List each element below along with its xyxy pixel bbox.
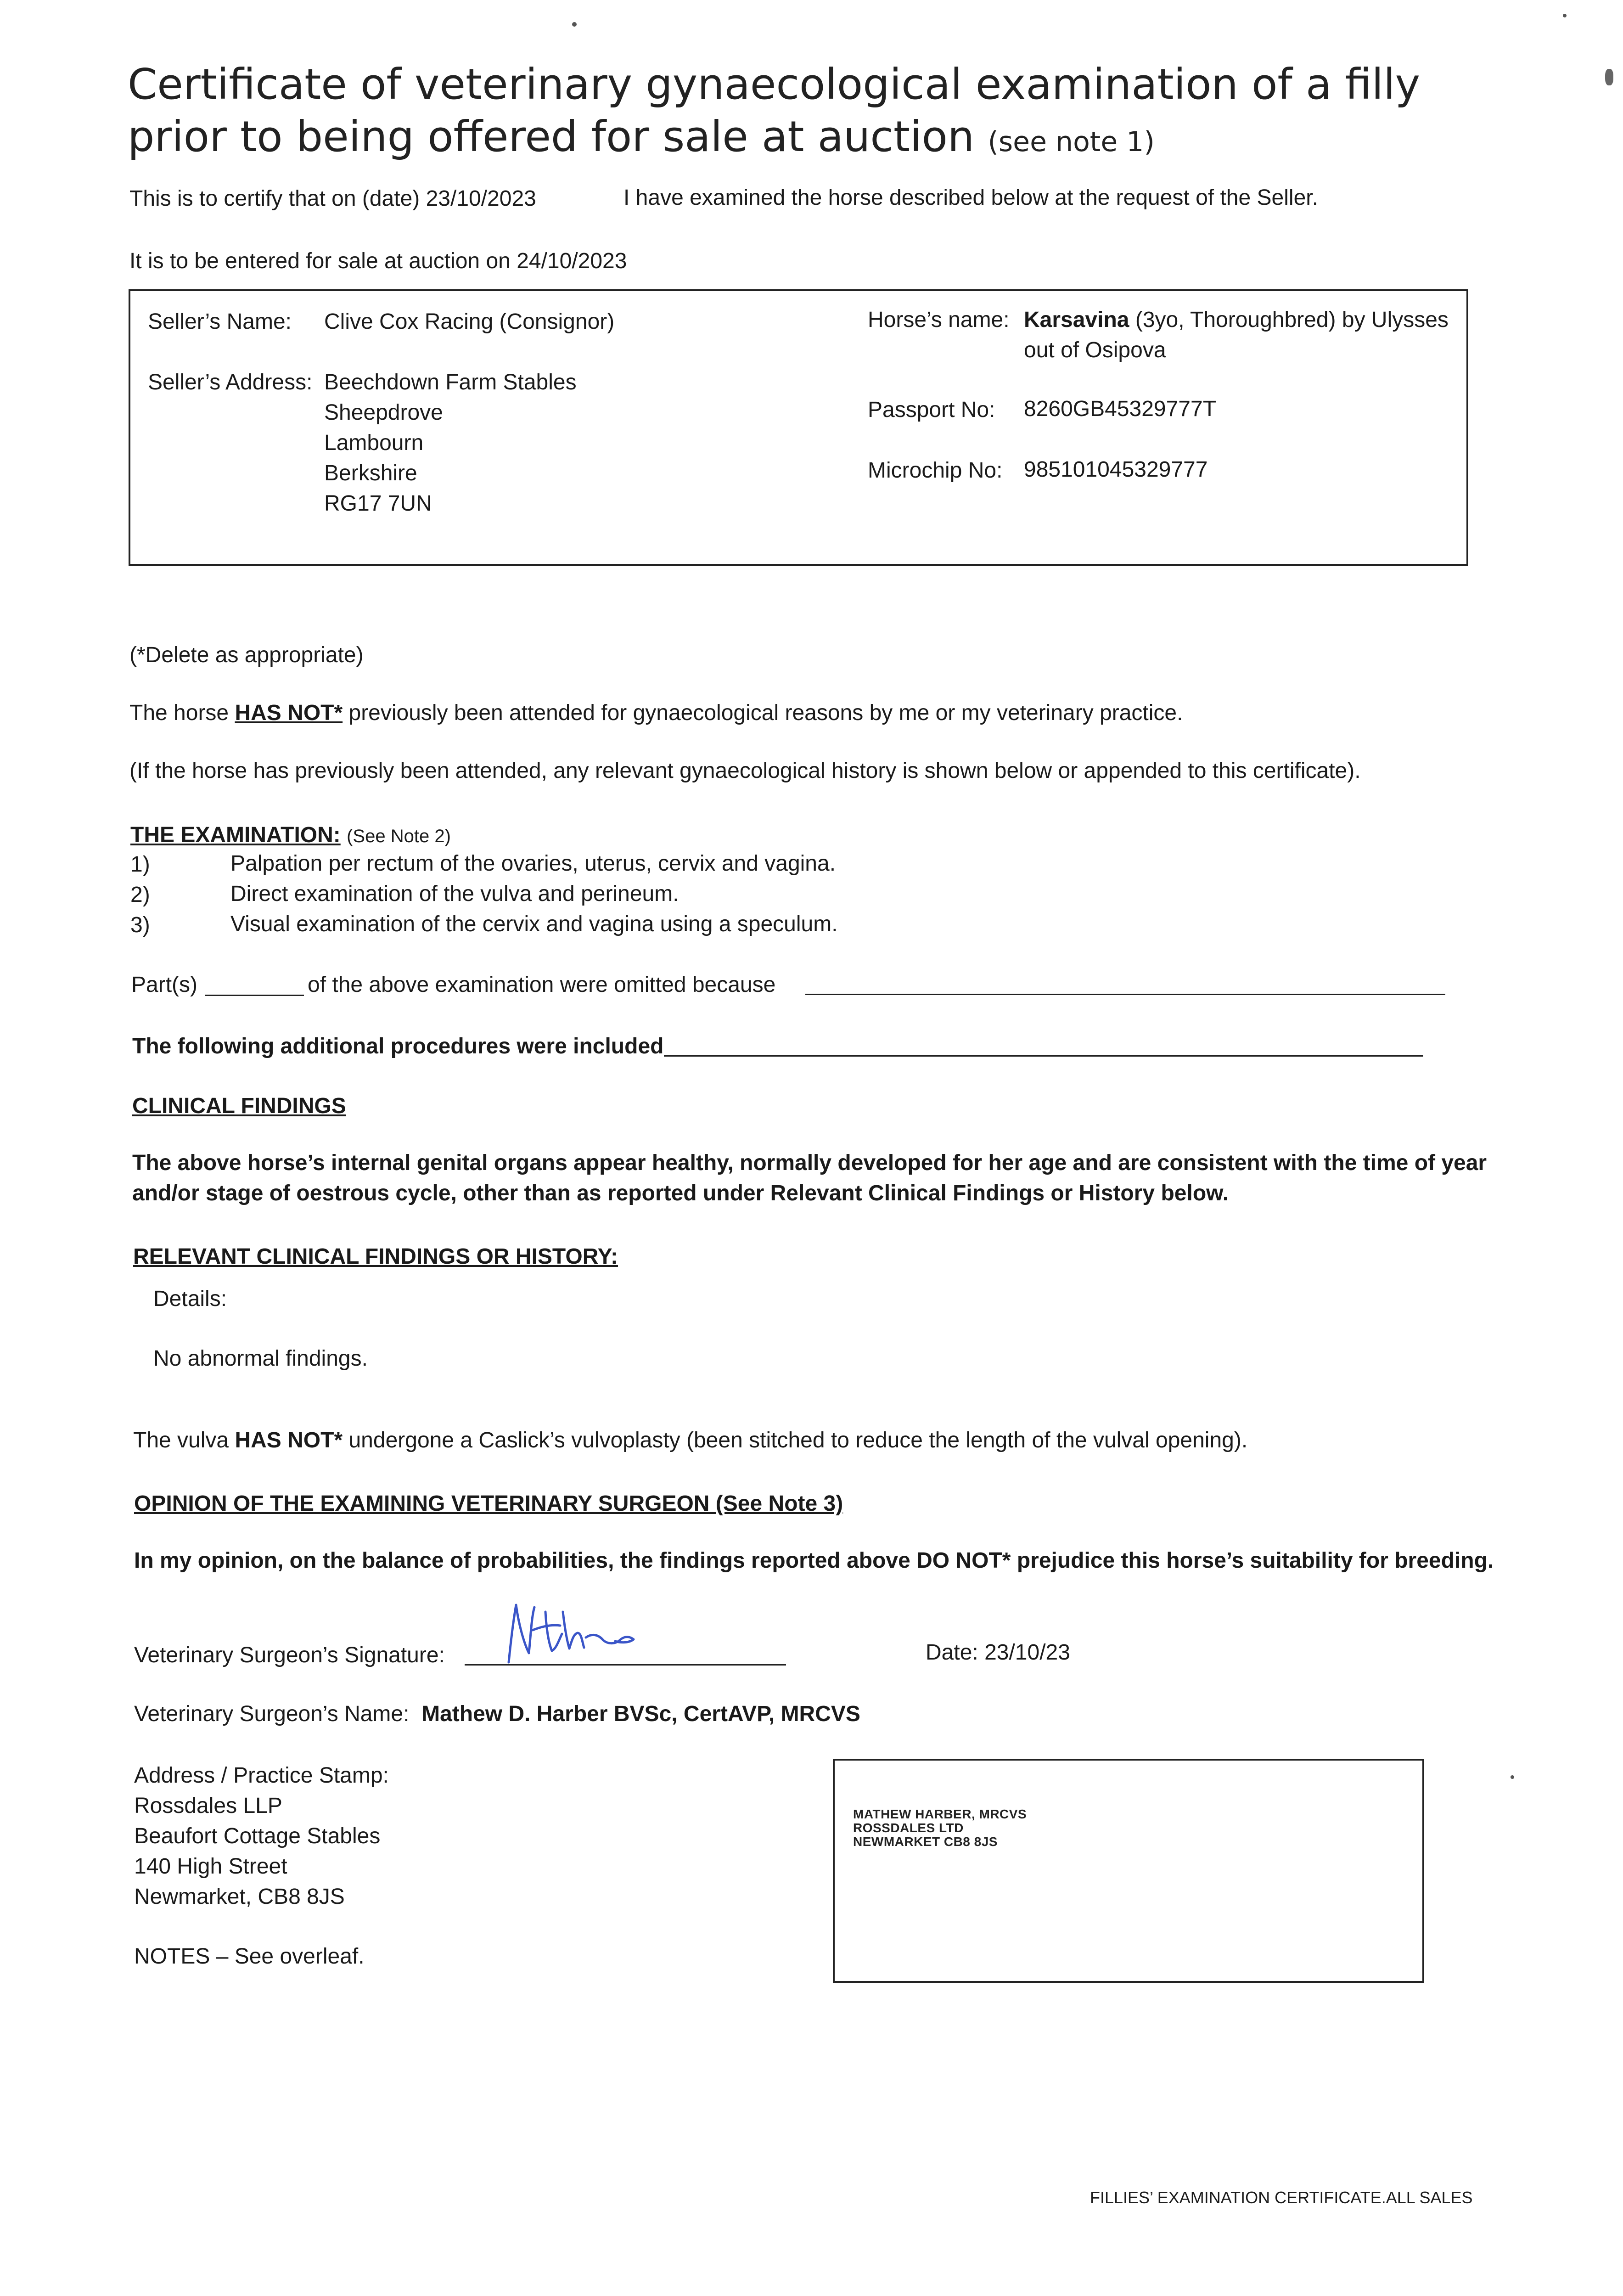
- passport-label: Passport No:: [868, 398, 995, 422]
- practice-line: Newmarket, CB8 8JS: [134, 1885, 345, 1909]
- attended-line: [129, 698, 1183, 728]
- scan-speck: [1605, 69, 1613, 85]
- stamp-line: MATHEW HARBER, MRCVS: [853, 1807, 1027, 1821]
- attended-prefix: The horse: [129, 701, 229, 725]
- examination-heading: THE EXAMINATION:: [130, 823, 341, 847]
- opinion-text: In my opinion, on the balance of probabilities, the findings reported above DO NOT* prejudice this horse’s suitability for breeding.: [134, 1548, 1494, 1573]
- details-text: No abnormal findings.: [153, 1346, 368, 1371]
- clinical-findings-heading: CLINICAL FINDINGS: [132, 1094, 346, 1118]
- scan-speck: [1511, 1775, 1514, 1779]
- horse-name-label: Horse’s name:: [868, 308, 1010, 332]
- stamp-line: NEWMARKET CB8 8JS: [853, 1835, 998, 1849]
- auction-line: [129, 246, 627, 276]
- certify-line: [129, 184, 536, 214]
- omitted-parts-field: [205, 995, 304, 996]
- notes-overleaf: NOTES – See overleaf.: [134, 1944, 365, 1969]
- exam-item-text: Direct examination of the vulva and perineum.: [230, 882, 679, 906]
- signature-date-label: Date:: [926, 1640, 978, 1665]
- seller-address-line: RG17 7UN: [324, 491, 432, 516]
- examination-note: (See Note 2): [347, 826, 451, 846]
- relevant-findings-heading: RELEVANT CLINICAL FINDINGS OR HISTORY:: [133, 1244, 618, 1269]
- scan-speck: [572, 22, 577, 27]
- auction-date: 24/10/2023: [517, 249, 627, 273]
- examination-heading-line: [130, 820, 451, 851]
- certify-date: 23/10/2023: [426, 186, 536, 211]
- seller-address-line: Sheepdrove: [324, 400, 443, 425]
- footer-label: FILLIES’ EXAMINATION CERTIFICATE.ALL SALES: [1090, 2188, 1473, 2207]
- attended-note: (If the horse has previously been attended, any relevant gynaecological history is shown below or appended to this certificate).: [129, 759, 1361, 783]
- seller-name-label: Seller’s Name:: [148, 310, 292, 334]
- seller-address-line: Lambourn: [324, 431, 424, 455]
- microchip-label: Microchip No:: [868, 458, 1003, 483]
- vulva-suffix: undergone a Caslick’s vulvoplasty (been stitched to reduce the length of the vulval opening).: [348, 1428, 1248, 1452]
- passport-number: 8260GB45329777T: [1024, 397, 1217, 421]
- surgeon-name-line: [134, 1699, 860, 1729]
- horse-desc: (3yo, Thoroughbred) by Ulysses: [1135, 308, 1449, 332]
- exam-item-text: Palpation per rectum of the ovaries, uterus, cervix and vagina.: [230, 851, 836, 876]
- seller-address-line: Beechdown Farm Stables: [324, 370, 577, 394]
- practice-line: Rossdales LLP: [134, 1794, 282, 1818]
- title-line1: Certificate of veterinary gynaecological examination of a filly: [128, 60, 1421, 109]
- practice-stamp-box: [833, 1759, 1424, 1983]
- additional-procedures-label: The following additional procedures were included: [132, 1034, 664, 1058]
- vulva-status: HAS NOT*: [235, 1428, 343, 1452]
- title-line2-text: prior to being offered for sale at auction: [128, 112, 975, 161]
- vulva-line: [133, 1425, 1247, 1456]
- attended-suffix: previously been attended for gynaecological reasons by me or my veterinary practice.: [348, 701, 1183, 725]
- microchip-number: 985101045329777: [1024, 457, 1208, 482]
- horse-name: Karsavina: [1024, 308, 1129, 332]
- signature-date-line: [926, 1638, 1070, 1668]
- title-note: (see note 1): [988, 126, 1155, 158]
- horse-name-line: [1024, 305, 1449, 335]
- exam-item-num: 3): [130, 913, 150, 937]
- signature-label: Veterinary Surgeon’s Signature:: [134, 1643, 445, 1667]
- opinion-heading: OPINION OF THE EXAMINING VETERINARY SURGEON (See Note 3): [134, 1491, 843, 1516]
- seller-address-label: Seller’s Address:: [148, 370, 313, 394]
- horse-desc2: out of Osipova: [1024, 338, 1166, 362]
- practice-label: Address / Practice Stamp:: [134, 1763, 389, 1788]
- auction-prefix: It is to be entered for sale at auction on: [129, 249, 511, 273]
- practice-line: 140 High Street: [134, 1854, 287, 1879]
- exam-item-num: 1): [130, 852, 150, 877]
- clinical-findings-text1: The above horse’s internal genital organs appear healthy, normally developed for her age and are consistent with the time of year: [132, 1151, 1487, 1175]
- handwritten-signature: [500, 1593, 638, 1671]
- vulva-prefix: The vulva: [133, 1428, 229, 1452]
- scan-speck: [1563, 14, 1567, 17]
- exam-item-text: Visual examination of the cervix and vagina using a speculum.: [230, 912, 838, 936]
- seller-name: Clive Cox Racing (Consignor): [324, 310, 615, 334]
- clinical-findings-text2: and/or stage of oestrous cycle, other than as reported under Relevant Clinical Findings or History below.: [132, 1181, 1229, 1205]
- exam-item-num: 2): [130, 883, 150, 907]
- signature-date: 23/10/23: [984, 1640, 1070, 1665]
- attended-status: HAS NOT*: [235, 701, 343, 725]
- certify-prefix: This is to certify that on (date): [129, 186, 420, 211]
- omitted-reason-field: [805, 994, 1445, 995]
- surgeon-name: Mathew D. Harber BVSc, CertAVP, MRCVS: [421, 1702, 860, 1726]
- certify-request: I have examined the horse described below at the request of the Seller.: [623, 186, 1318, 210]
- stamp-line: ROSSDALES LTD: [853, 1821, 964, 1835]
- seller-address-line: Berkshire: [324, 461, 417, 485]
- omitted-prefix: Part(s): [131, 973, 197, 997]
- delete-note: (*Delete as appropriate): [129, 643, 364, 667]
- title-line2: [128, 111, 1155, 168]
- practice-line: Beaufort Cottage Stables: [134, 1824, 381, 1848]
- surgeon-name-label: Veterinary Surgeon’s Name:: [134, 1702, 410, 1726]
- details-label: Details:: [153, 1287, 227, 1311]
- additional-procedures-field: [664, 1055, 1423, 1057]
- omitted-suffix: of the above examination were omitted because: [308, 973, 776, 997]
